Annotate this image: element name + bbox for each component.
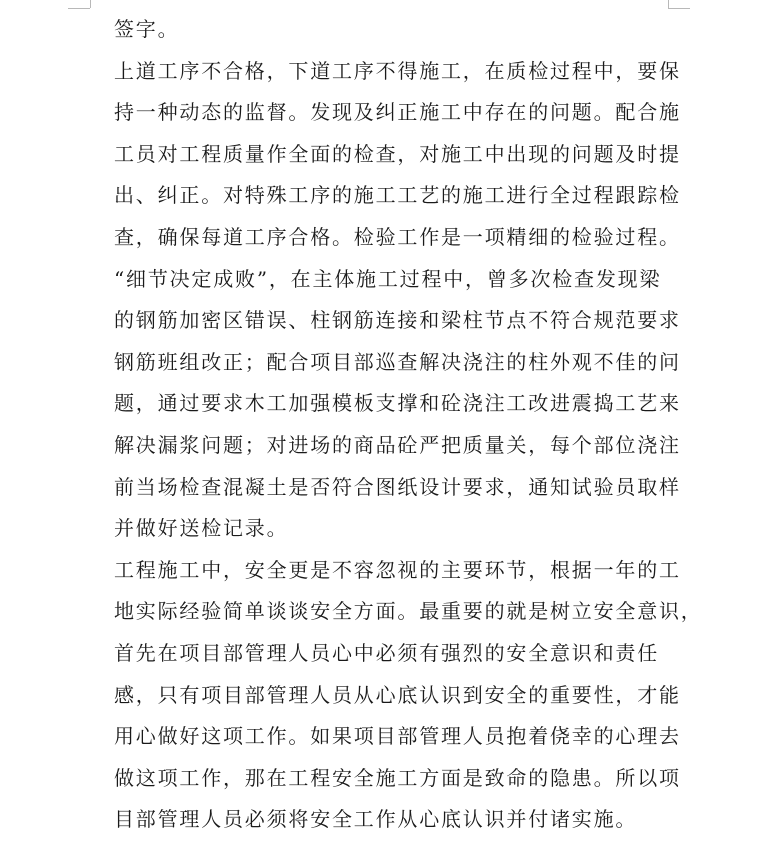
crop-mark-top-left-horizontal [68, 8, 90, 9]
text-line-6: 查，确保每道工序合格。检验工作是一项精细的检验过程。 [114, 224, 681, 249]
text-line-5: 出、纠正。对特殊工序的施工工艺的施工进行全过程跟踪检 [114, 183, 681, 208]
text-line-12: 前当场检查混凝土是否符合图纸设计要求，通知试验员取样 [114, 474, 681, 499]
text-line-7: “细节决定成败”，在主体施工过程中，曾多次检查发现梁 [114, 266, 662, 291]
text-line-4: 工员对工程质量作全面的检查，对施工中出现的问题及时提 [114, 141, 681, 166]
text-line-11: 解决漏浆问题；对进场的商品砼严把质量关，每个部位浇注 [114, 432, 681, 457]
text-line-8: 的钢筋加密区错误、柱钢筋连接和梁柱节点不符合规范要求 [114, 308, 681, 333]
document-body [114, 9, 703, 841]
text-line-2: 上道工序不合格，下道工序不得施工，在质检过程中，要保 [114, 58, 681, 83]
text-line-14: 工程施工中，安全更是不容忽视的主要环节，根据一年的工 [114, 557, 681, 582]
text-line-16: 首先在项目部管理人员心中必须有强烈的安全意识和责任 [114, 640, 659, 665]
text-line-10: 题，通过要求木工加强模板支撑和砼浇注工改进震捣工艺来 [114, 391, 681, 416]
text-line-19: 做这项工作，那在工程安全施工方面是致命的隐患。所以项 [114, 765, 681, 790]
text-line-15: 地实际经验简单谈谈安全方面。最重要的就是树立安全意识， [114, 599, 703, 624]
crop-mark-top-right-vertical [668, 0, 669, 8]
text-line-3: 持一种动态的监督。发现及纠正施工中存在的问题。配合施 [114, 100, 681, 125]
text-line-1: 签字。 [114, 17, 180, 41]
text-line-18: 用心做好这项工作。如果项目部管理人员抱着侥幸的心理去 [114, 724, 681, 749]
text-line-17: 感，只有项目部管理人员从心底认识到安全的重要性，才能 [114, 682, 681, 707]
text-line-9: 钢筋班组改正；配合项目部巡查解决浇注的柱外观不佳的问 [114, 349, 681, 374]
crop-mark-top-left-vertical [90, 0, 91, 8]
text-line-20: 目部管理人员必须将安全工作从心底认识并付诸实施。 [114, 807, 638, 832]
text-line-13: 并做好送检记录。 [114, 516, 289, 541]
